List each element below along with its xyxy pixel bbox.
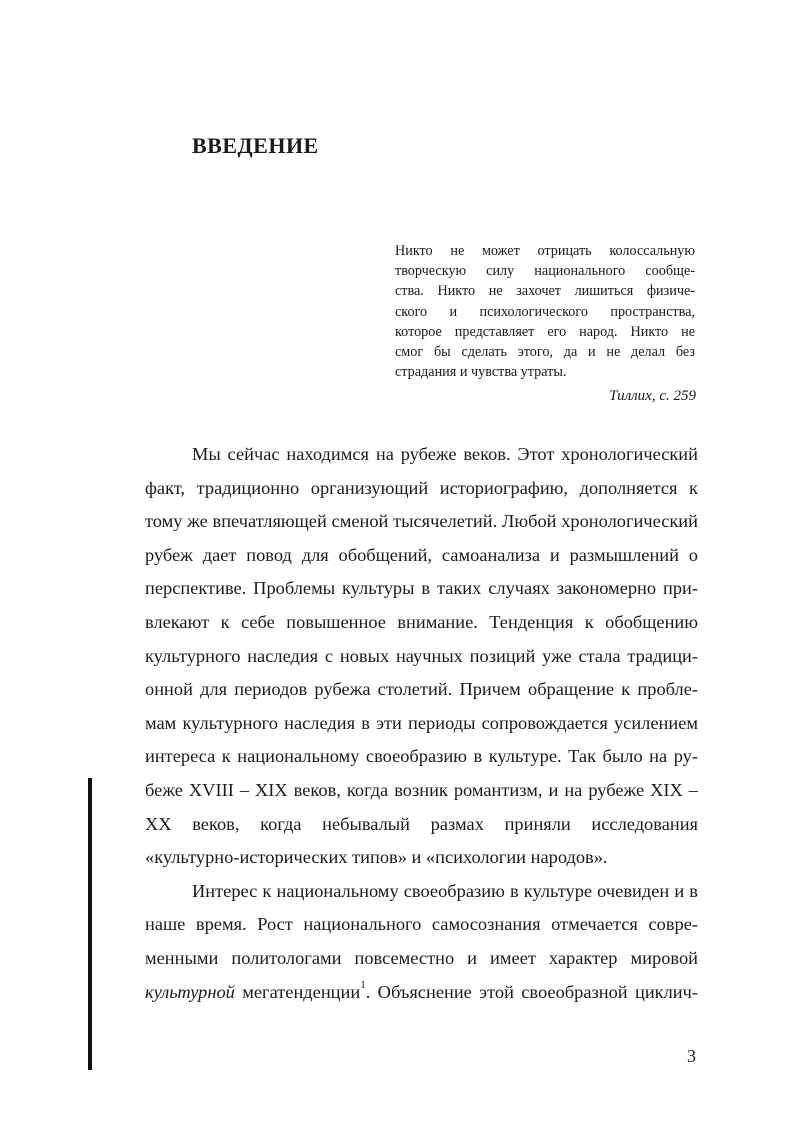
epigraph-line: ского и психологического пространства, [395,303,695,320]
epigraph-line: творческую силу национального сообще- [395,263,695,280]
paragraph-line: интереса к национальному своеобразию в культуре. Так было на ру- [145,746,698,767]
paragraph-line: беже XVIII – XIX веков, когда возник романтизм, и на рубеже XIX – [145,779,698,800]
footnote-marker[interactable]: 1 [360,979,366,992]
paragraph-line: мам культурного наследия в эти периоды сопровождается усилением [145,712,698,733]
page-number: 3 [687,1046,696,1066]
epigraph [395,241,695,382]
italic-term: культурной [145,981,235,1002]
paragraph-line [145,976,698,1010]
scan-margin-bar [88,778,92,1070]
epigraph-line: страдания и чувства утраты. [395,364,567,381]
epigraph-line: которое представляет его народ. Никто не [395,323,695,340]
epigraph-line: Никто не может отрицать колоссальную [395,243,695,259]
paragraph-line: менными политологами повсеместно и имеет характер мировой [145,947,698,968]
paragraph-line: тому же впечатляющей сменой тысячелетий. Любой хронологический [145,511,698,532]
paragraph-line: XX веков, когда небывалый размах приняли исследования [145,813,698,834]
text-run: . Объяснение этой своеобразной циклич- [365,981,698,1002]
text-run: мегатенденции [234,981,361,1002]
paragraph-line: рубеж дает повод для обобщений, самоанализа и размышлений о [145,544,698,565]
epigraph-attribution: Тиллих, с. 259 [609,388,696,404]
page-title: ВВЕДЕНИЕ [192,133,319,158]
paragraph-line: наше время. Рост национального самосознания отмечается совре- [145,914,698,935]
paragraph-line: перспективе. Проблемы культуры в таких случаях закономерно при- [145,578,698,599]
paragraph-line: культурного наследия с новых научных позиций уже стала традици- [145,645,698,666]
paragraph-line: факт, традиционно организующий историографию, дополняется к [145,477,698,498]
paragraph-line: онной для периодов рубежа столетий. Причем обращение к пробле- [145,679,698,700]
paragraph-line: Мы сейчас находимся на рубеже веков. Этот хронологический [192,444,698,464]
epigraph-line: смог бы сделать этого, да и не делал без [395,344,695,361]
paragraph-line: влекают к себе повышенное внимание. Тенденция к обобщению [145,611,698,632]
body-text [145,438,698,1009]
paragraph-line: Интерес к национальному своеобразию в культуре очевиден и в [192,880,698,901]
epigraph-line: ства. Никто не захочет лишиться физиче- [395,283,695,300]
paragraph-line: «культурно-исторических типов» и «психологии народов». [145,847,608,868]
